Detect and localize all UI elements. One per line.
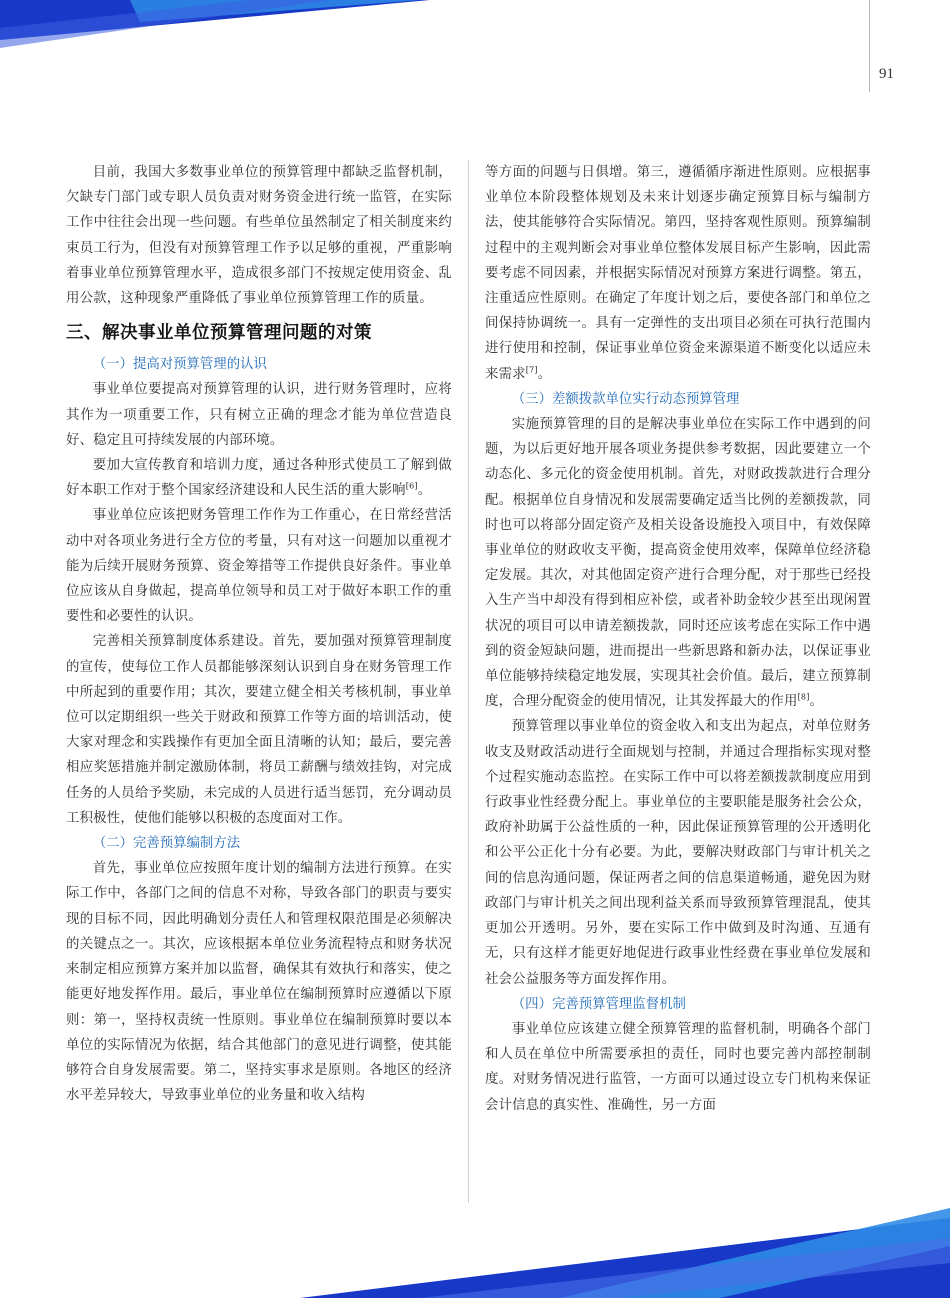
page-number: 91 — [879, 66, 894, 82]
citation-ref: [8] — [797, 692, 810, 702]
paragraph-text: 实施预算管理的目的是解决事业单位在实际工作中遇到的问题，为以后更好地开展各项业务提供参考数据，因此要建立一个动态化、多元化的资金使用机制。首先，对财政拨款进行合理分配。根据单位自身情况和发展需要确定适当比例的差额拨款，同时也可以将部分固定资产及相关设备设施投入项目中，有效保障事业单位的财政收支平衡，提高资金使用效率，保障单位经济稳定发展。其次，对其他固定资产进行合理分配，对于那些已经投入生产当中却没有得到相应补偿，或者补助金较少甚至出现闲置状况的项目可以申请差额拨款，同时还应该考虑在实际工作中遇到的资金短缺问题，进而提出一些新思路和新办法，以保证事业单位能够持续稳定地发展，实现其社会价值。最后，建立预算制度，合理分配资金的使用情况，让其发挥最大的作用 — [485, 417, 871, 710]
citation-ref: [6] — [405, 481, 418, 491]
paragraph: 事业单位应该把财务管理工作作为工作重心，在日常经营活动中对各项业务进行全方位的考量，只有对这一问题加以重视才能为后续开展财务预算、资金筹措等工作提供良好条件。事业单位应该从自身做起，提高单位领导和员工对于做好本职工作的重要性和必要性的认识。 — [66, 508, 452, 625]
paragraph — [485, 412, 871, 714]
intro-paragraph: 目前，我国大多数事业单位的预算管理中都缺乏监督机制，欠缺专门部门或专职人员负责对财务资金进行统一监管，在实际工作中往往会出现一些问题。有些单位虽然制定了相关制度来约束员工行为，但没有对预算管理工作予以足够的重视，严重影响着事业单位预算管理水平，造成很多部门不按规定使用资金、乱用公款，这种现象严重降低了事业单位预算管理工作的质量。 — [66, 165, 452, 307]
paragraph: 完善相关预算制度体系建设。首先，要加强对预算管理制度的宣传，使每位工作人员都能够深刻认识到自身在财务管理工作中所起到的重要作用；其次，要建立健全相关考核机制，事业单位可以定期组织一些关于财政和预算工作等方面的培训活动，使大家对理念和实践操作有更加全面且清晰的认知；最后，要完善相应奖惩措施并制定激励体制，将员工薪酬与绩效挂钩，对完成任务的人员给予奖励，未完成的人员进行适当惩罚，充分调动员工积极性，使他们能够以积极的态度面对工作。 — [66, 634, 452, 826]
left-column — [66, 160, 452, 1108]
subheading-1: （一）提高对预算管理的认识 — [92, 357, 267, 373]
paragraph-end: 。 — [537, 366, 552, 382]
citation-ref: [7] — [525, 365, 538, 375]
page-number-rule — [869, 0, 870, 92]
column-divider — [468, 160, 469, 1203]
paragraph-text: 要加大宣传教育和培训力度，通过各种形式使员工了解到做好本职工作对于整个国家经济建设和人民生活的重大影响 — [66, 458, 452, 499]
paragraph: 首先，事业单位应按照年度计划的编制方法进行预算。在实际工作中，各部门之间的信息不对称，导致各部门的职责与要实现的目标不同，因此明确划分责任人和管理权限范围是必须解决的关键点之一。其次，应该根据本单位业务流程特点和财务状况来制定相应预算方案并加以监督，确保其有效执行和落实，使之能更好地发挥作用。最后，事业单位在编制预算时应遵循以下原则：第一，坚持权责统一性原则。事业单位在编制预算时要以本单位的实际情况为依据，结合其他部门的意见进行调整，使其能够符合自身发展需要。第二，坚持实事求是原则。各地区的经济水平差异较大，导致事业单位的业务量和收入结构 — [66, 861, 452, 1104]
paragraph — [66, 453, 452, 503]
top-banner-decoration — [0, 0, 950, 60]
subheading-2: （二）完善预算编制方法 — [92, 836, 241, 852]
paragraph-end: 。 — [809, 694, 824, 710]
paragraph: 事业单位应该建立健全预算管理的监督机制，明确各个部门和人员在单位中所需要承担的责任，同时也要完善内部控制制度。对财务情况进行监管，一方面可以通过设立专门机构来保证会计信息的真实性、准确性，另一方面 — [485, 1021, 871, 1113]
paragraph-continued — [485, 160, 871, 387]
paragraph: 预算管理以事业单位的资金收入和支出为起点，对单位财务收支及财政活动进行全面规划与控制，并通过合理指标实现对整个过程实施动态监控。在实际工作中可以将差额拨款制度应用到行政事业性经费分配上。事业单位的主要职能是服务社会公众，政府补助属于公益性质的一种，因此保证预算管理的公开透明化和公平公正化十分有必要。为此，要解决财政部门与审计机关之间的信息沟通问题，保证两者之间的信息渠道畅通，避免因为财政部门与审计机关之间出现利益关系而导致预算管理混乱，使其更加公开透明。另外，要在实际工作中做到及时沟通、互通有无，只有这样才能更好地促进行政事业性经费在事业单位发展和社会公益服务等方面发挥作用。 — [485, 719, 871, 987]
right-column — [485, 160, 871, 1118]
paragraph: 事业单位要提高对预算管理的认识，进行财务管理时，应将其作为一项重要工作，只有树立正确的理念才能为单位营造良好、稳定且可持续发展的内部环境。 — [66, 382, 452, 448]
paragraph-text: 等方面的问题与日俱增。第三，遵循循序渐进性原则。应根据事业单位本阶段整体规划及未来计划逐步确定预算目标与编制方法，使其能够符合实际情况。第四，坚持客观性原则。预算编制过程中的主观判断会对事业单位整体发展目标产生影响，因此需要考虑不同因素，并根据实际情况对预算方案进行调整。第五，注重适应性原则。在确定了年度计划之后，要使各部门和单位之间保持协调统一。具有一定弹性的支出项目必须在可执行范围内进行使用和控制，保证事业单位资金来源渠道不断变化以适应未来需求 — [485, 165, 871, 382]
paragraph-end: 。 — [417, 483, 432, 499]
bottom-banner-decoration — [0, 1208, 950, 1298]
section-heading: 三、解决事业单位预算管理问题的对策 — [66, 323, 372, 344]
subheading-4: （四）完善预算管理监督机制 — [511, 996, 686, 1012]
subheading-3: （三）差额拨款单位实行动态预算管理 — [511, 391, 740, 407]
